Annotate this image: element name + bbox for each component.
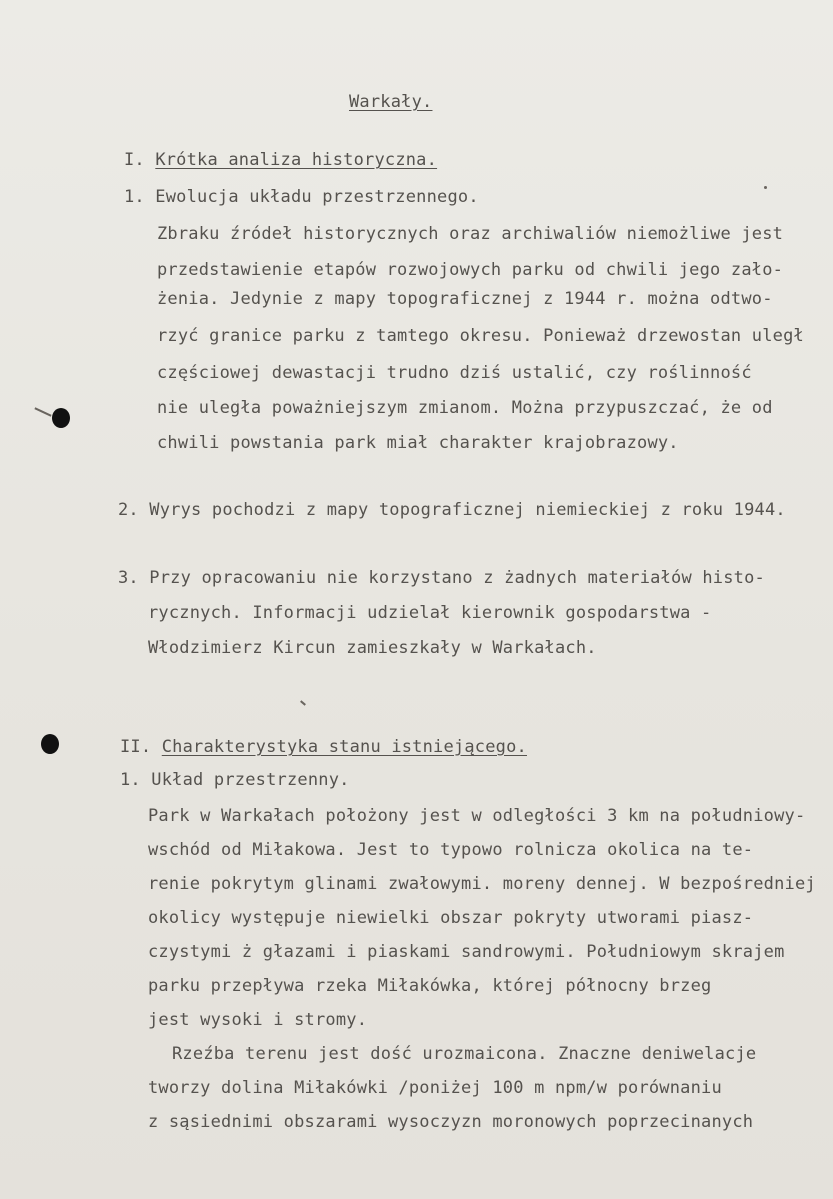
section-1-title: Krótka analiza historyczna. [155,150,438,170]
paragraph-line: Zbraku źródeł historycznych oraz archiwaliów niemożliwe jest [157,224,784,244]
paragraph-line: czystymi ż głazami i piaskami sandrowymi. Południowym skrajem [148,942,785,962]
paragraph-line: okolicy występuje niewielki obszar pokryty utworami piasz- [148,908,754,928]
item-2: 2. Wyrys pochodzi z mapy topograficznej niemieckiej z roku 1944. [118,500,786,520]
item-3-line: rycznych. Informacji udzielał kierownik gospodarstwa - [148,603,712,623]
section-1-number: I. [124,150,145,170]
ink-dot [764,186,767,189]
item-3-line: 3. Przy opracowaniu nie korzystano z żadnych materiałów histo- [118,568,765,588]
section-1-heading [124,150,437,170]
punch-hole [52,408,70,428]
pen-mark [34,407,51,416]
paragraph-line: nie uległa poważniejszym zmianom. Można przypuszczać, że od [157,398,773,418]
paragraph-line: rzyć granice parku z tamtego okresu. Ponieważ drzewostan uległ [157,326,804,346]
section-2-title: Charakterystyka stanu istniejącego. [161,737,527,757]
section-2-heading [120,737,527,757]
paragraph-line: chwili powstania park miał charakter krajobrazowy. [157,433,679,453]
item-1-label: 1. Układ przestrzenny. [120,770,350,790]
paragraph-line: żenia. Jedynie z mapy topograficznej z 1944 r. można odtwo- [157,289,773,309]
punch-hole [41,734,59,754]
paragraph-line: parku przepływa rzeka Miłakówka, której północny brzeg [148,976,712,996]
paragraph-line: wschód od Miłakowa. Jest to typowo rolnicza okolica na te- [148,840,754,860]
item-3-line: Włodzimierz Kircun zamieszkały w Warkałach. [148,638,597,658]
item-1-label: 1. Ewolucja układu przestrzennego. [124,187,479,207]
paragraph-line: Rzeźba terenu jest dość urozmaicona. Znaczne deniwelacje [172,1044,757,1064]
ink-dot [300,700,306,705]
paragraph-line: z sąsiednimi obszarami wysoczyzn moronowych poprzecinanych [148,1112,754,1132]
paragraph-line: jest wysoki i stromy. [148,1010,368,1030]
document-title: Warkały. [349,92,433,112]
paragraph-line: tworzy dolina Miłakówki /poniżej 100 m npm/w porównaniu [148,1078,722,1098]
paragraph-line: renie pokrytym glinami zwałowymi. moreny dennej. W bezpośredniej [148,874,816,894]
paragraph-line: przedstawienie etapów rozwojowych parku od chwili jego zało- [157,260,784,280]
paragraph-line: Park w Warkałach położony jest w odległości 3 km na południowy- [148,806,806,826]
paragraph-line: częściowej dewastacji trudno dziś ustalić, czy roślinność [157,363,752,383]
section-2-number: II. [120,737,152,757]
